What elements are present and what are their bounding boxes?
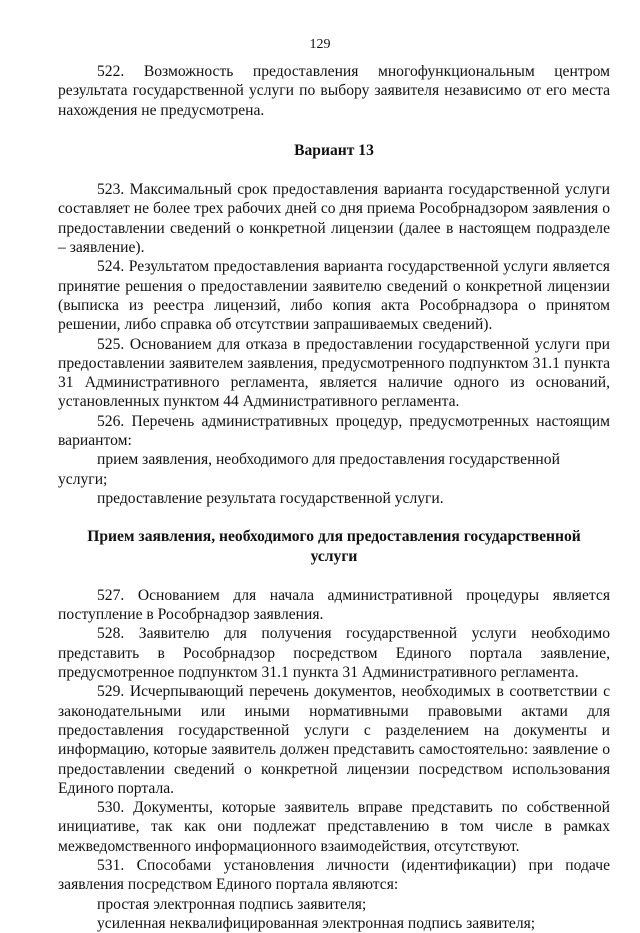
page-number: 129 [309, 37, 331, 52]
list-item: простая электронная подпись заявителя; [97, 895, 367, 913]
paragraph-522: 522. Возможность предоставления многофункциональным центром результата государственной услуги по выбору заявителя независимо от его места нахождения не предусмотрена. [58, 63, 610, 119]
paragraph-530: 530. Документы, которые заявитель вправе представить по собственной инициативе, так как они подлежат представлению в том числе в рамках межведомственного информационного взаимодействия, отсутствуют. [58, 799, 610, 855]
document-body [58, 62, 610, 933]
paragraph-524: 524. Результатом предоставления варианта государственной услуги является принятие решения о предоставлении заявителю сведений о конкретной лицензии (выписка из реестра лицензий, либо копия акта Рособрнадзора о принятом решении, либо справка об отсутствии запрашиваемых сведений). [58, 258, 610, 334]
section-heading: Прием заявления, необходимого для предоставления государственной услуги [87, 528, 581, 565]
paragraph-523: 523. Максимальный срок предоставления варианта государственной услуги составляет не более трех рабочих дней со дня приема Рособрнадзором заявления о предоставлении сведений о конкретной лицензии (далее в настоящем подразделе – заявление). [58, 181, 610, 257]
paragraph-528: 528. Заявителю для получения государственной услуги необходимо представить в Рособрнадзор посредством Единого портала заявление, предусмотренное подпунктом 31.1 пункта 31 Административного регламента. [58, 625, 610, 682]
list-item: усиленная неквалифицированная электронная подпись заявителя; [97, 914, 536, 932]
paragraph-525: 525. Основанием для отказа в предоставлении государственной услуги при предоставлении заявителем заявления, предусмотренного подпунктом 31.1 пункта 31 Административного регламента, является наличие одного из оснований, установленных пунктом 44 Административного регламента. [58, 335, 610, 411]
list-item: предоставление результата государственной услуги. [97, 489, 444, 507]
paragraph-527: 527. Основанием для начала административной процедуры является поступление в Рособрнадзор заявления. [58, 586, 610, 624]
paragraph-526: 526. Перечень административных процедур, предусмотренных настоящим вариантом: [58, 412, 610, 450]
heading-variant-13: Вариант 13 [294, 141, 374, 159]
list-item: прием заявления, необходимого для предоставления государственной услуги; [58, 451, 560, 488]
paragraph-531: 531. Способами установления личности (идентификации) при подаче заявления посредством Единого портала являются: [58, 856, 610, 894]
paragraph-529: 529. Исчерпывающий перечень документов, необходимых в соответствии с законодательными или иными нормативными правовыми актами для предоставления государственной услуги с разделением на документы и информацию, которые заявитель должен представить самостоятельно: заявление о предоставлении сведений о конкретной лицензии посредством использования Единого портала. [58, 683, 610, 797]
